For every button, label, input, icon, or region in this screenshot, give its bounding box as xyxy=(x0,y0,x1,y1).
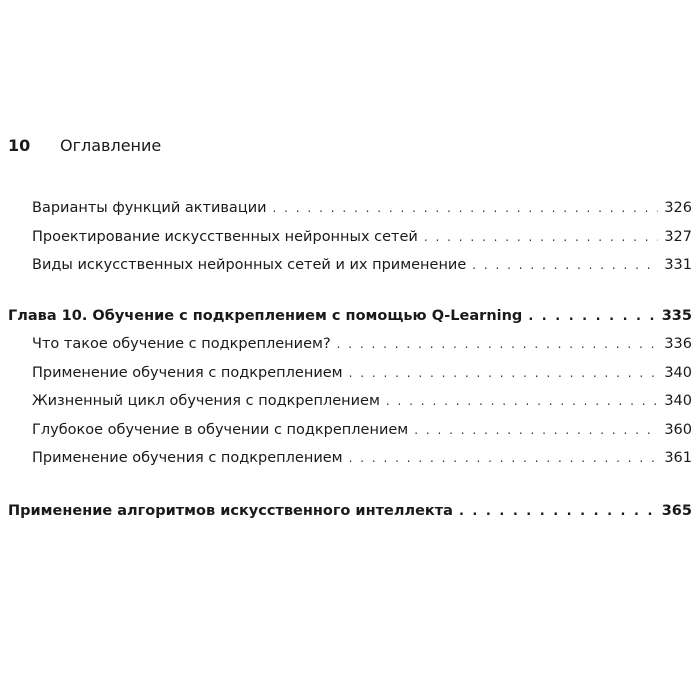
toc-chapter-page: 335 xyxy=(661,307,692,324)
toc-entry-title: Виды искусственных нейронных сетей и их применение xyxy=(32,257,467,273)
toc-entry xyxy=(8,393,692,422)
toc-entry-page: 336 xyxy=(664,336,692,352)
toc-entry-title: Применение обучения с подкреплением xyxy=(32,364,343,381)
table-of-contents xyxy=(8,200,692,531)
toc-entry-page: 340 xyxy=(664,364,692,381)
toc-entry-page: 340 xyxy=(664,393,692,409)
dot-leader xyxy=(386,394,658,408)
dot-leader xyxy=(472,258,658,272)
toc-entry-title: Жизненный цикл обучения с подкреплением xyxy=(32,393,380,409)
toc-entry xyxy=(8,229,692,258)
running-head xyxy=(8,136,161,155)
dot-leader xyxy=(273,201,658,215)
toc-entry xyxy=(8,200,692,229)
toc-chapter-entry xyxy=(8,503,692,532)
toc-chapter-page: 365 xyxy=(661,502,692,519)
spacer xyxy=(8,286,692,308)
spacer xyxy=(8,479,692,503)
dot-leader xyxy=(459,504,656,519)
dot-leader xyxy=(349,366,658,380)
toc-entry-page: 361 xyxy=(664,450,692,466)
toc-chapter-title: Глава 10. Обучение с подкреплением с помощью Q-Learning xyxy=(8,307,523,324)
toc-entry xyxy=(8,257,692,286)
toc-entry xyxy=(8,450,692,479)
section-title: Оглавление xyxy=(60,136,162,155)
toc-entry-page: 326 xyxy=(664,200,692,216)
toc-entry-page: 360 xyxy=(664,421,692,438)
toc-entry-title: Что такое обучение с подкреплением? xyxy=(32,336,331,352)
dot-leader xyxy=(414,423,658,437)
toc-entry-title: Варианты функций активации xyxy=(32,200,267,216)
toc-entry xyxy=(8,365,692,394)
toc-chapter-entry xyxy=(8,308,692,337)
toc-entry-page: 331 xyxy=(664,257,692,273)
toc-chapter-title: Применение алгоритмов искусственного интеллекта xyxy=(8,502,453,519)
dot-leader xyxy=(424,230,658,244)
toc-entry-page: 327 xyxy=(664,228,692,245)
toc-entry-title: Глубокое обучение в обучении с подкреплением xyxy=(32,421,409,438)
toc-entry-title: Применение обучения с подкреплением xyxy=(32,450,343,466)
page-number: 10 xyxy=(8,136,31,155)
toc-entry xyxy=(8,336,692,365)
dot-leader xyxy=(349,451,658,465)
dot-leader xyxy=(528,309,655,324)
toc-entry-title: Проектирование искусственных нейронных сетей xyxy=(32,228,418,245)
toc-entry xyxy=(8,422,692,451)
dot-leader xyxy=(337,337,658,351)
